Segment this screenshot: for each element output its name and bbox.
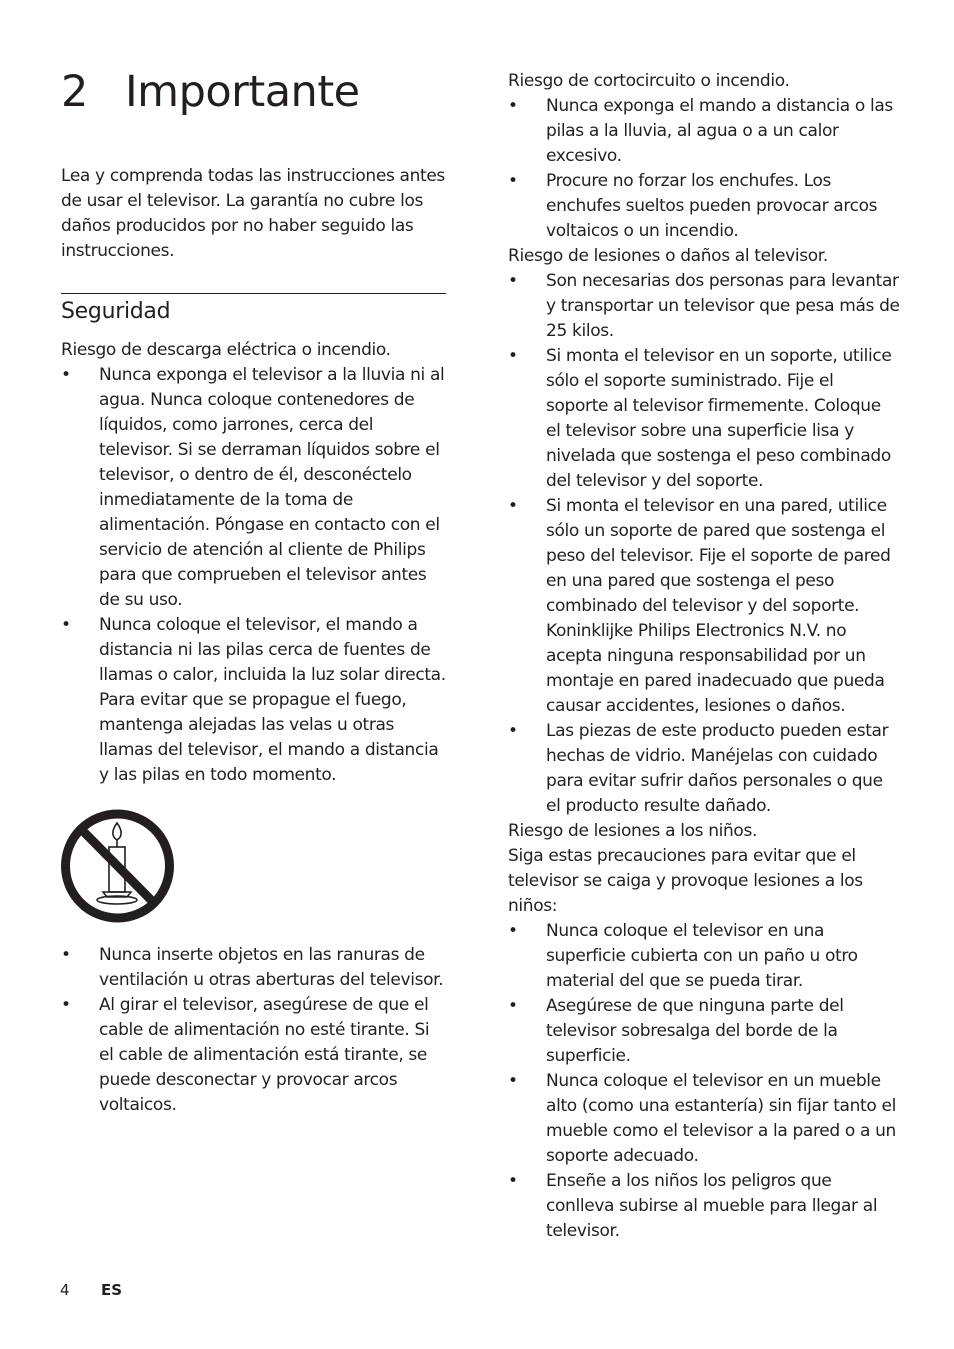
- list-item: [508, 994, 900, 1069]
- list-item-text: Las piezas de este producto pueden estar hechas de vidrio. Manéjelas con cuidado para evitar sufrir daños personales o que el producto resulte dañado.: [546, 721, 889, 816]
- no-candles-icon: [59, 806, 176, 926]
- list-item: [508, 919, 900, 994]
- heading-children: Riesgo de lesiones a los niños.: [508, 821, 758, 841]
- page-number: 4: [60, 1281, 70, 1299]
- list-item: [508, 1069, 900, 1169]
- list-item-text: Nunca exponga el televisor a la lluvia ni al agua. Nunca coloque contenedores de líquidos, como jarrones, cerca del televisor. Si se derraman líquidos sobre el televisor, o dentro de él, desconéctelo inmediatamente de la toma de alimentación. Póngase en contacto con el servicio de atención al cliente de Philips para que comprueben el televisor antes de su uso.: [99, 365, 445, 610]
- list-item-text: Asegúrese de que ninguna parte del televisor sobresalga del borde de la superficie.: [546, 996, 844, 1066]
- list-item-text: Nunca coloque el televisor en una superficie cubierta con un paño u otro material del que se pueda tirar.: [546, 921, 858, 991]
- bullet-glyph: •: [508, 496, 518, 516]
- section-title: Seguridad: [61, 299, 171, 324]
- list-item-text: Si monta el televisor en un soporte, utilice sólo el soporte suministrado. Fije el soporte al televisor firmemente. Coloque el televisor sobre una superficie lisa y nivelada que sostenga el peso combinado del televisor y del soporte.: [546, 346, 892, 491]
- list-item-text: Nunca coloque el televisor, el mando a distancia ni las pilas cerca de fuentes de llamas o calor, incluida la luz solar directa. Para evitar que se propague el fuego, mantenga alejadas las velas u otras llamas del televisor, el mando a distancia y las pilas en todo momento.: [99, 615, 446, 785]
- bullet-glyph: •: [508, 171, 518, 191]
- list-item-text: Al girar el televisor, asegúrese de que el cable de alimentación no esté tirante. Si el cable de alimentación está tirante, se puede desconectar y provocar arcos voltaicos.: [99, 995, 430, 1115]
- list-item-text: Nunca coloque el televisor en un mueble alto (como una estantería) sin fijar tanto el mueble como el televisor a la pared o a un soporte adecuado.: [546, 1071, 896, 1166]
- list-item-text: Son necesarias dos personas para levantar y transportar un televisor que pesa más de 25 kilos.: [546, 271, 900, 341]
- bullet-list: [508, 919, 900, 1244]
- heading-tv-damage: Riesgo de lesiones o daños al televisor.: [508, 246, 828, 266]
- bullet-glyph: •: [508, 996, 518, 1016]
- list-item: [61, 943, 447, 993]
- chapter-title-text: Importante: [125, 67, 360, 117]
- bullet-list: [61, 363, 447, 788]
- bullet-list: [61, 943, 447, 1118]
- list-item: [508, 1169, 900, 1244]
- bullet-glyph: •: [61, 615, 71, 635]
- section-divider: [61, 293, 446, 294]
- list-item-text: Si monta el televisor en una pared, utilice sólo un soporte de pared que sostenga el peso del televisor. Fije el soporte de pared en una pared que sostenga el peso combinado del televisor y del soporte. Koninklijke Philips Electronics N.V. no acepta ninguna responsabilidad por un montaje en pared inadecuado que pueda causar accidentes, lesiones o daños.: [546, 496, 891, 716]
- heading-electric-shock: Riesgo de descarga eléctrica o incendio.: [61, 340, 391, 360]
- list-item-text: Procure no forzar los enchufes. Los enchufes sueltos pueden provocar arcos voltaicos o un incendio.: [546, 171, 878, 241]
- bullet-glyph: •: [508, 346, 518, 366]
- chapter-number: 2: [61, 67, 88, 117]
- bullet-list: [508, 269, 900, 819]
- bullet-glyph: •: [508, 271, 518, 291]
- list-item: [61, 993, 447, 1118]
- bullet-list: [508, 94, 900, 244]
- list-item-text: Nunca exponga el mando a distancia o las pilas a la lluvia, al agua o a un calor excesivo.: [546, 96, 893, 166]
- list-item: [61, 363, 447, 613]
- heading-short-circuit: Riesgo de cortocircuito o incendio.: [508, 71, 790, 91]
- list-item: [508, 169, 900, 244]
- list-item: [61, 613, 447, 788]
- list-item: [508, 344, 900, 494]
- left-block-ventilation: [61, 943, 447, 1118]
- list-item: [508, 269, 900, 344]
- bullet-glyph: •: [508, 921, 518, 941]
- list-item: [508, 94, 900, 169]
- bullet-glyph: •: [508, 1071, 518, 1091]
- list-item-text: Nunca inserte objetos en las ranuras de ventilación u otras aberturas del televisor.: [99, 945, 444, 990]
- bullet-glyph: •: [61, 365, 71, 385]
- bullet-glyph: •: [508, 1171, 518, 1191]
- children-intro: Siga estas precauciones para evitar que el televisor se caiga y provoque lesiones a los niños:: [508, 846, 863, 916]
- right-column: [508, 69, 900, 1244]
- list-item: [508, 719, 900, 819]
- bullet-glyph: •: [61, 945, 71, 965]
- language-code: ES: [101, 1281, 123, 1299]
- list-item-text: Enseñe a los niños los peligros que conlleva subirse al mueble para llegar al televisor.: [546, 1171, 878, 1241]
- bullet-glyph: •: [508, 96, 518, 116]
- left-block-electric: [61, 338, 447, 788]
- bullet-glyph: •: [61, 995, 71, 1015]
- intro-paragraph: Lea y comprenda todas las instrucciones antes de usar el televisor. La garantía no cubre los daños producidos por no haber seguido las instrucciones.: [61, 166, 445, 261]
- chapter-title: [61, 64, 360, 120]
- list-item: [508, 494, 900, 719]
- bullet-glyph: •: [508, 721, 518, 741]
